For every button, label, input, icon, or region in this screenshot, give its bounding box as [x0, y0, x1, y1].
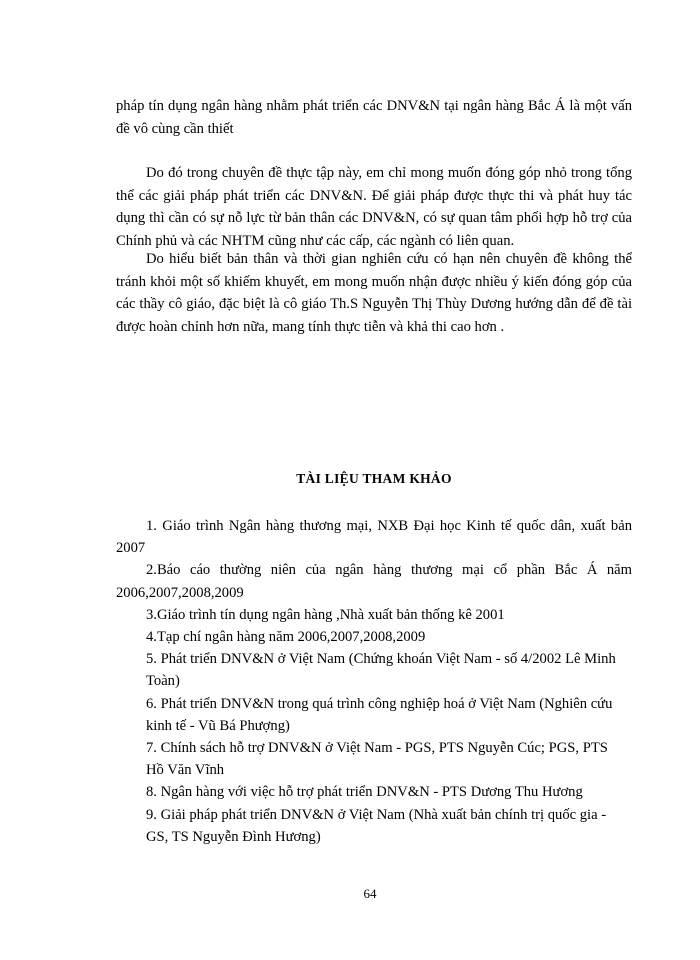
reference-item: 2.Báo cáo thường niên của ngân hàng thương mại cổ phần Bắc Á năm 2006,2007,2008,2009: [116, 562, 632, 601]
reference-item: 5. Phát triển DNV&N ở Việt Nam (Chứng khoán Việt Nam - số 4/2002 Lê Minh Toàn): [146, 651, 616, 690]
body-paragraph-contribution: Do đó trong chuyên đề thực tập này, em chỉ mong muốn đóng góp nhỏ trong tổng thể các giải pháp phát triển các DNV&N. Để giải pháp được thực thi và phát huy tác dụng thì cần có sự nỗ lực từ bản thân các DNV&N, có sự quan tâm phối hợp hỗ trợ của Chính phủ và các NHTM cũng như các cấp, các ngành có liên quan.: [116, 165, 632, 249]
page-number: 64: [363, 886, 377, 901]
reference-item: 6. Phát triển DNV&N trong quá trình công nghiệp hoá ở Việt Nam (Nghiên cứu kinh tế - Vũ Bá Phượng): [146, 695, 613, 734]
reference-item: 1. Giáo trình Ngân hàng thương mại, NXB Đại học Kinh tế quốc dân, xuất bản 2007: [116, 518, 632, 557]
references-heading: TÀI LIỆU THAM KHẢO: [296, 471, 452, 486]
reference-item: 7. Chính sách hỗ trợ DNV&N ở Việt Nam - PGS, PTS Nguyễn Cúc; PGS, PTS Hồ Văn Vĩnh: [146, 740, 608, 779]
reference-item: 4.Tạp chí ngân hàng năm 2006,2007,2008,2009: [146, 629, 426, 646]
reference-item: 9. Giải pháp phát triển DNV&N ở Việt Nam (Nhà xuất bản chính trị quốc gia - GS, TS Nguyễn Đình Hương): [146, 806, 607, 845]
body-paragraph-acknowledgement: Do hiểu biết bản thân và thời gian nghiên cứu có hạn nên chuyên đề không thể tránh khỏi một số khiếm khuyết, em mong muốn nhận được nhiều ý kiến đóng góp của các thầy cô giáo, đặc biệt là cô giáo Th.S Nguyễn Thị Thùy Dương hướng dẫn để đề tài được hoàn chỉnh hơn nữa, mang tính thực tiễn và khả thi cao hơn .: [116, 251, 632, 335]
references-list: [116, 515, 632, 848]
reference-item: 8. Ngân hàng với việc hỗ trợ phát triển DNV&N - PTS Dương Thu Hương: [146, 784, 583, 801]
body-paragraph-continuation: pháp tín dụng ngân hàng nhằm phát triển các DNV&N tại ngân hàng Bắc Á là một vấn đề vô cùng cần thiết: [116, 98, 632, 137]
reference-item: 3.Giáo trình tín dụng ngân hàng ,Nhà xuất bản thống kê 2001: [146, 606, 505, 623]
